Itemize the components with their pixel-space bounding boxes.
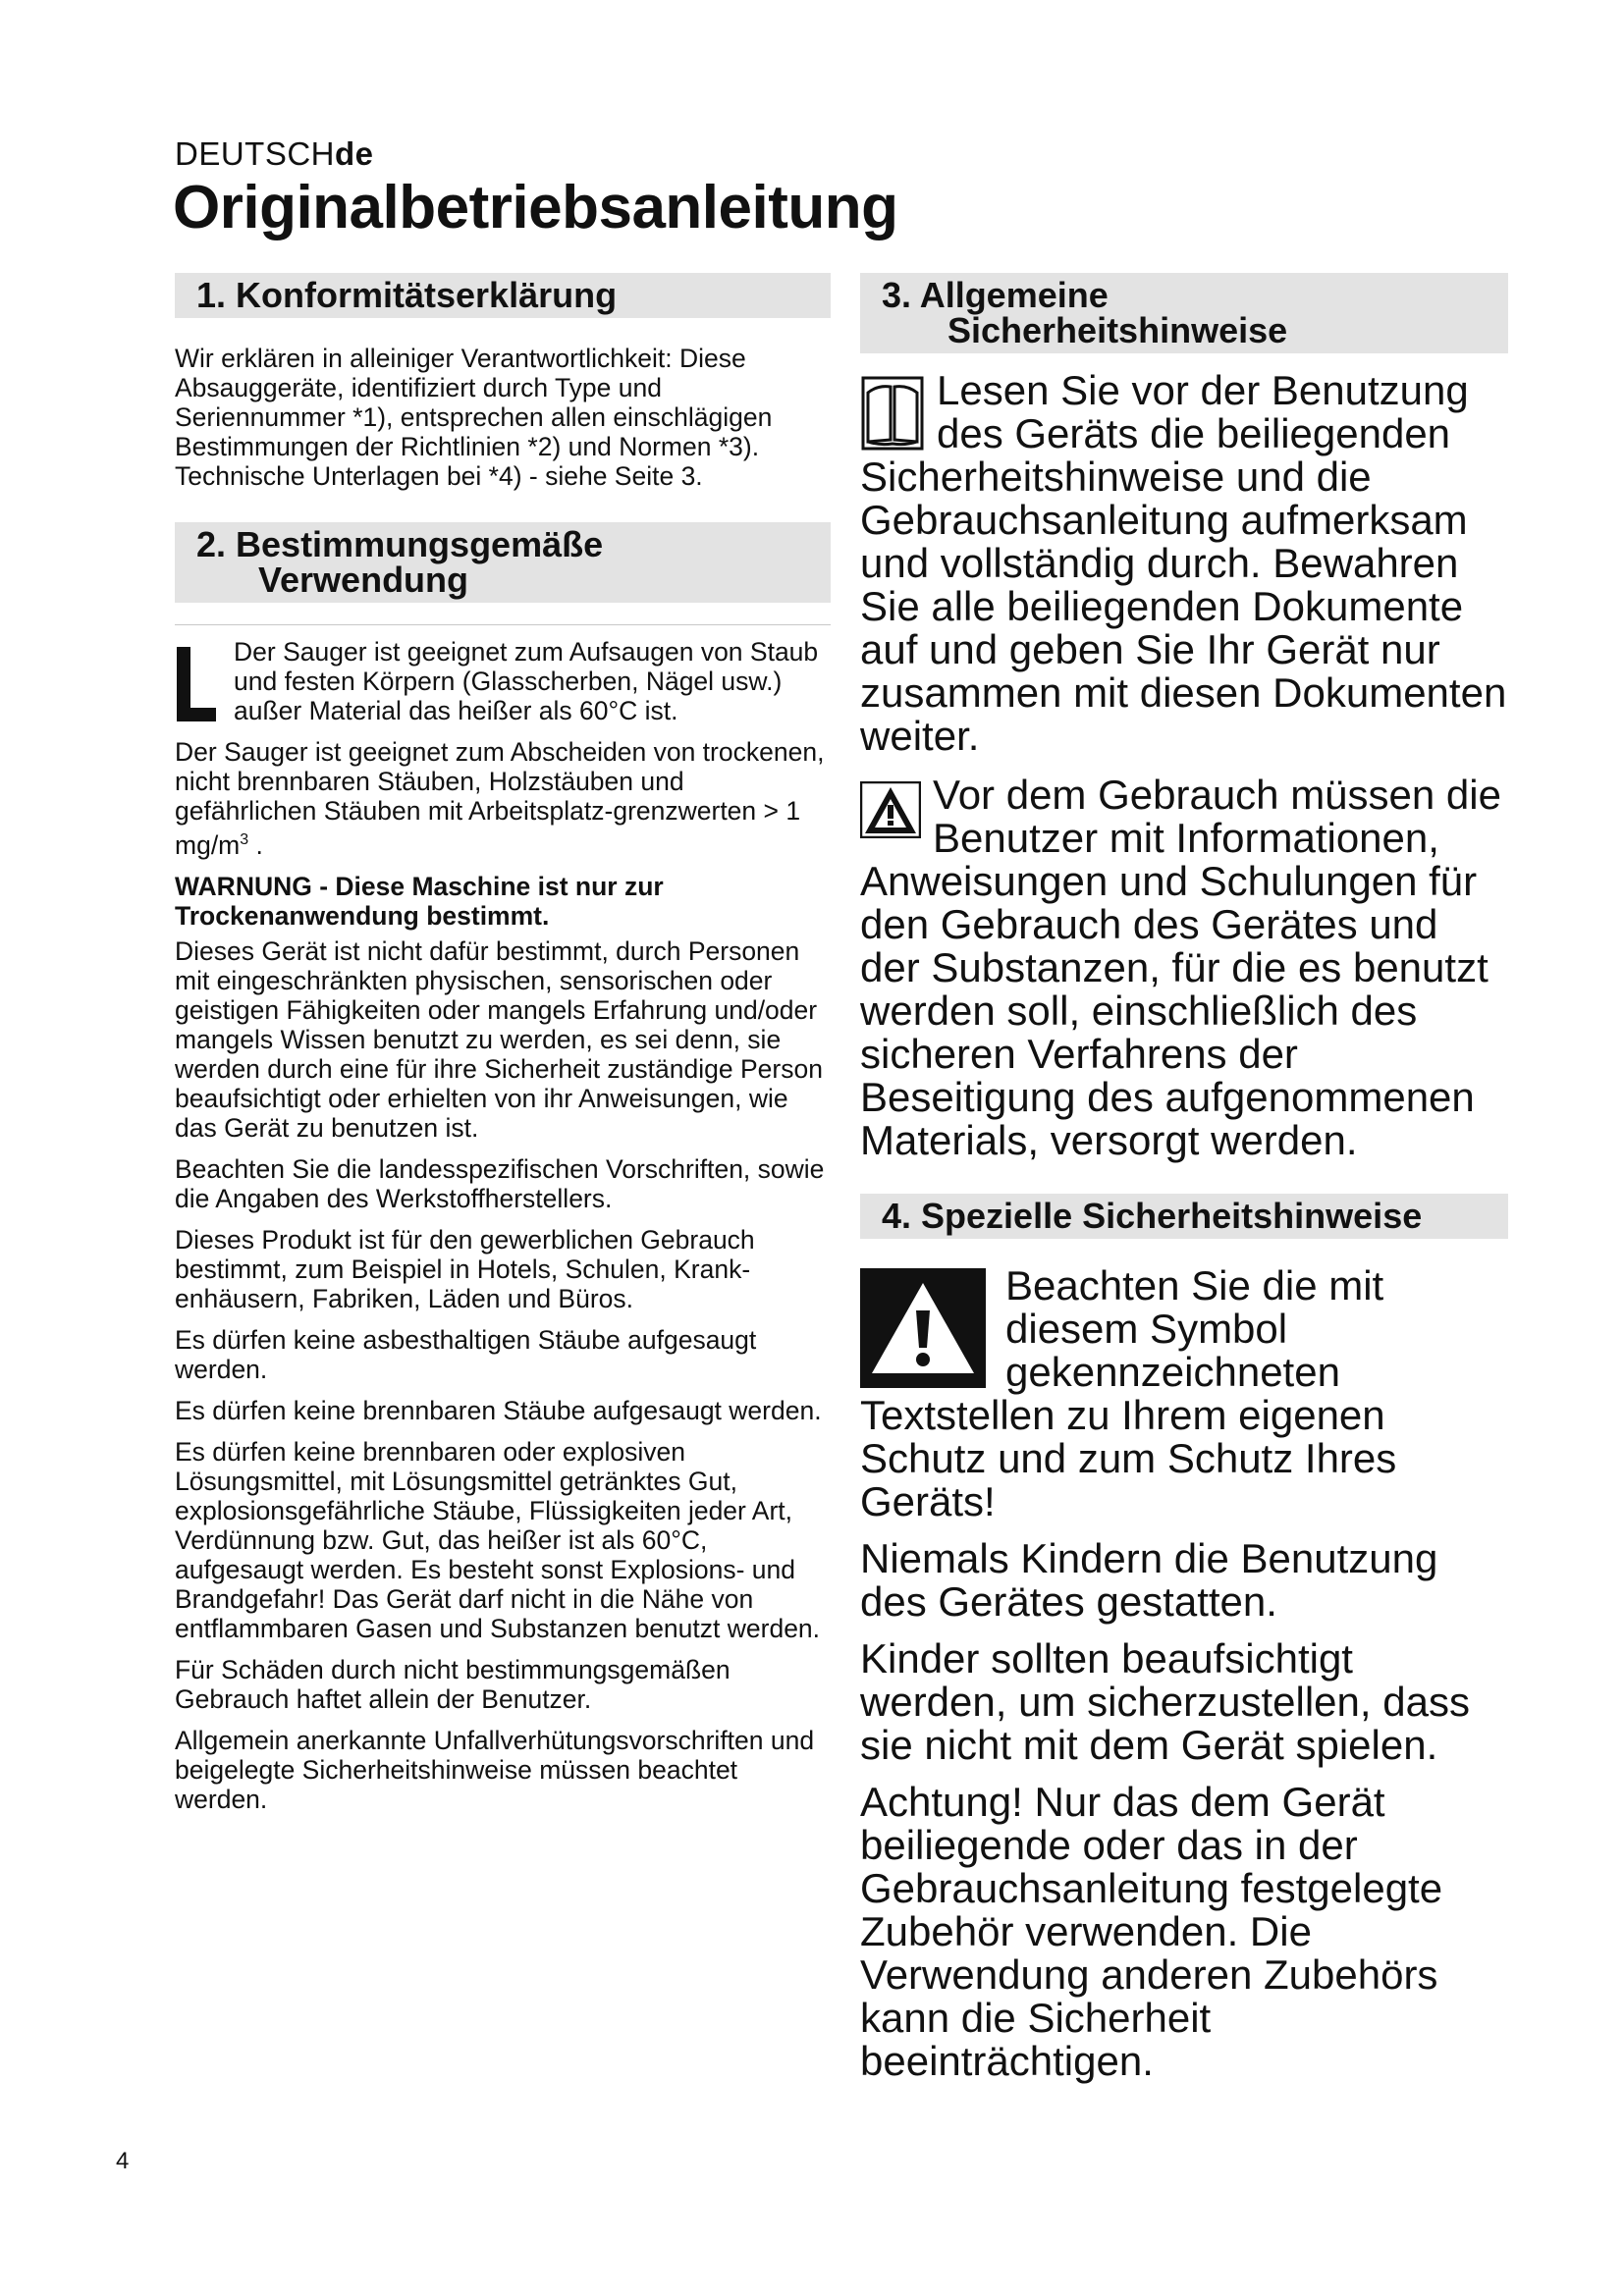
section-2-p10: Allgemein anerkannte Unfallverhütungsvorschriften und beigelegte Sicherheitshinweise müssen beachtet werden. [175,1725,815,1814]
section-4-p2: Niemals Kindern die Benutzung des Gerätes gestatten. [860,1535,1438,1625]
info-l-icon [175,647,218,721]
section-1-heading: 1. Konformitätserklärung [175,273,831,318]
left-column [175,273,831,1814]
section-2-p2-text: Der Sauger ist geeignet zum Abscheiden von trockenen, nicht brennbaren Stäuben, Holzstäuben und gefährlichen Stäuben mit Arbeitsplatz-grenzwerten > 1 mg/m [175,737,825,860]
language-code: de [335,135,374,172]
language-label [175,135,374,173]
section-3-read-note [860,369,1508,758]
section-3-heading [860,273,1508,353]
section-2-heading-line1: 2. Bestimmungsgemäße [196,524,604,564]
section-2-p1: Der Sauger ist geeignet zum Aufsaugen von Staub und festen Körpern (Glasscherben, Nägel usw.) außer Material das heißer als 60°C ist. [234,637,819,725]
section-4-p3: Kinder sollten beaufsichtigt werden, um sicherzustellen, dass sie nicht mit dem Gerät spielen. [860,1635,1470,1768]
section-2-p8: Es dürfen keine brennbaren oder explosiven Lösungsmittel, mit Lösungsmittel getränktes Gut, explosionsgefährliche Stäube, Flüssigkeiten jeder Art, Verdünnung bzw. Gut, das heißer ist als 60°C, aufgesaugt werden. Es besteht sonst Explosions- und Brandgefahr! Das Gerät darf nicht in die Nähe von entflammbaren Gasen und Substanzen benutzt werden. [175,1436,821,1643]
section-3-heading-line1: 3. Allgemeine [882,275,1109,315]
section-3-p2: Vor dem Gebrauch müssen die Benutzer mit Informationen, Anweisungen und Schulungen für den Gebrauch des Gerätes und der Substanzen, für die es benutzt werden soll, einschließlich des sicheren Verfahrens der Beseitigung des aufgenommenen Materials, versorgt werden. [860,772,1501,1163]
right-column [860,273,1508,2083]
section-3-heading-line2: Sicherheitshinweise [947,310,1288,350]
section-4-p4: Achtung! Nur das dem Gerät beiliegende oder das in der Gebrauchsanleitung festgelegte Zubehör verwenden. Die Verwendung anderen Zubehörs kann die Sicherheit beeinträchtigen. [860,1779,1443,2084]
book-icon [860,375,925,452]
warning-sign-icon [860,1268,986,1388]
section-4-p1: Beachten Sie die mit diesem Symbol gekennzeichneten Textstellen zu Ihrem eigenen Schutz und zum Schutz Ihres Geräts! [860,1262,1397,1524]
section-2-p5: Dieses Produkt ist für den gewerblichen Gebrauch bestimmt, zum Beispiel in Hotels, Schulen, Krank-enhäusern, Fabriken, Läden und Büros. [175,1224,755,1313]
section-3-warning-note [860,774,1508,1162]
section-2-p3: Dieses Gerät ist nicht dafür bestimmt, durch Personen mit eingeschränkten physischen, sensorischen oder geistigen Fähigkeiten oder mangels Erfahrung und/oder mangels Wissen benutzt zu werden, es sei denn, sie werden durch eine für ihre Sicherheit zuständige Person beaufsichtigt oder erhielten von ihr Anweisungen, wie das Gerät zu benutzen ist. [175,935,823,1143]
section-4-heading: 4. Spezielle Sicherheitshinweise [860,1194,1508,1239]
section-2-note [175,624,831,725]
page-title: Originalbetriebsanleitung [173,174,898,241]
section-1-text: Wir erklären in alleiniger Verantwortlichkeit: Diese Absauggeräte, identifiziert durch Type und Seriennummer *1), entsprechen allen einschlägigen Bestimmungen der Richtlinien *2) und Normen *3). Technische Unterlagen bei *4) - siehe Seite 3. [175,344,773,491]
language-name: DEUTSCH [175,135,336,172]
section-3-p1: Lesen Sie vor der Benutzung des Geräts die beiliegenden Sicherheitshinweise und die Gebrauchsanleitung aufmerksam und vollständig durch. Bewahren Sie alle beiliegenden Dokumente auf und geben Sie Ihr Gerät nur zusammen mit diesen Dokumenten weiter. [860,367,1507,759]
section-2-heading [175,522,831,603]
section-2-heading-line2: Verwendung [258,560,469,600]
page-number: 4 [116,2148,130,2174]
section-2-p4: Beachten Sie die landesspezifischen Vorschriften, sowie die Angaben des Werkstoffherstellers. [175,1153,825,1213]
section-2-p7: Es dürfen keine brennbaren Stäube aufgesaugt werden. [175,1395,822,1425]
section-2-p6: Es dürfen keine asbesthaltigen Stäube aufgesaugt werden. [175,1324,757,1384]
section-4-symbol-note [860,1264,1508,1523]
warning-text: WARNUNG - Diese Maschine ist nur zur Trockenanwendung bestimmt. [175,871,664,931]
section-2-p2 [175,737,831,860]
section-2-p9: Für Schäden durch nicht bestimmungsgemäßen Gebrauch haftet allein der Benutzer. [175,1654,731,1714]
superscript-3: 3 [240,831,249,848]
warning-triangle-icon [860,781,921,838]
section-2-p2-end: . [248,829,263,860]
